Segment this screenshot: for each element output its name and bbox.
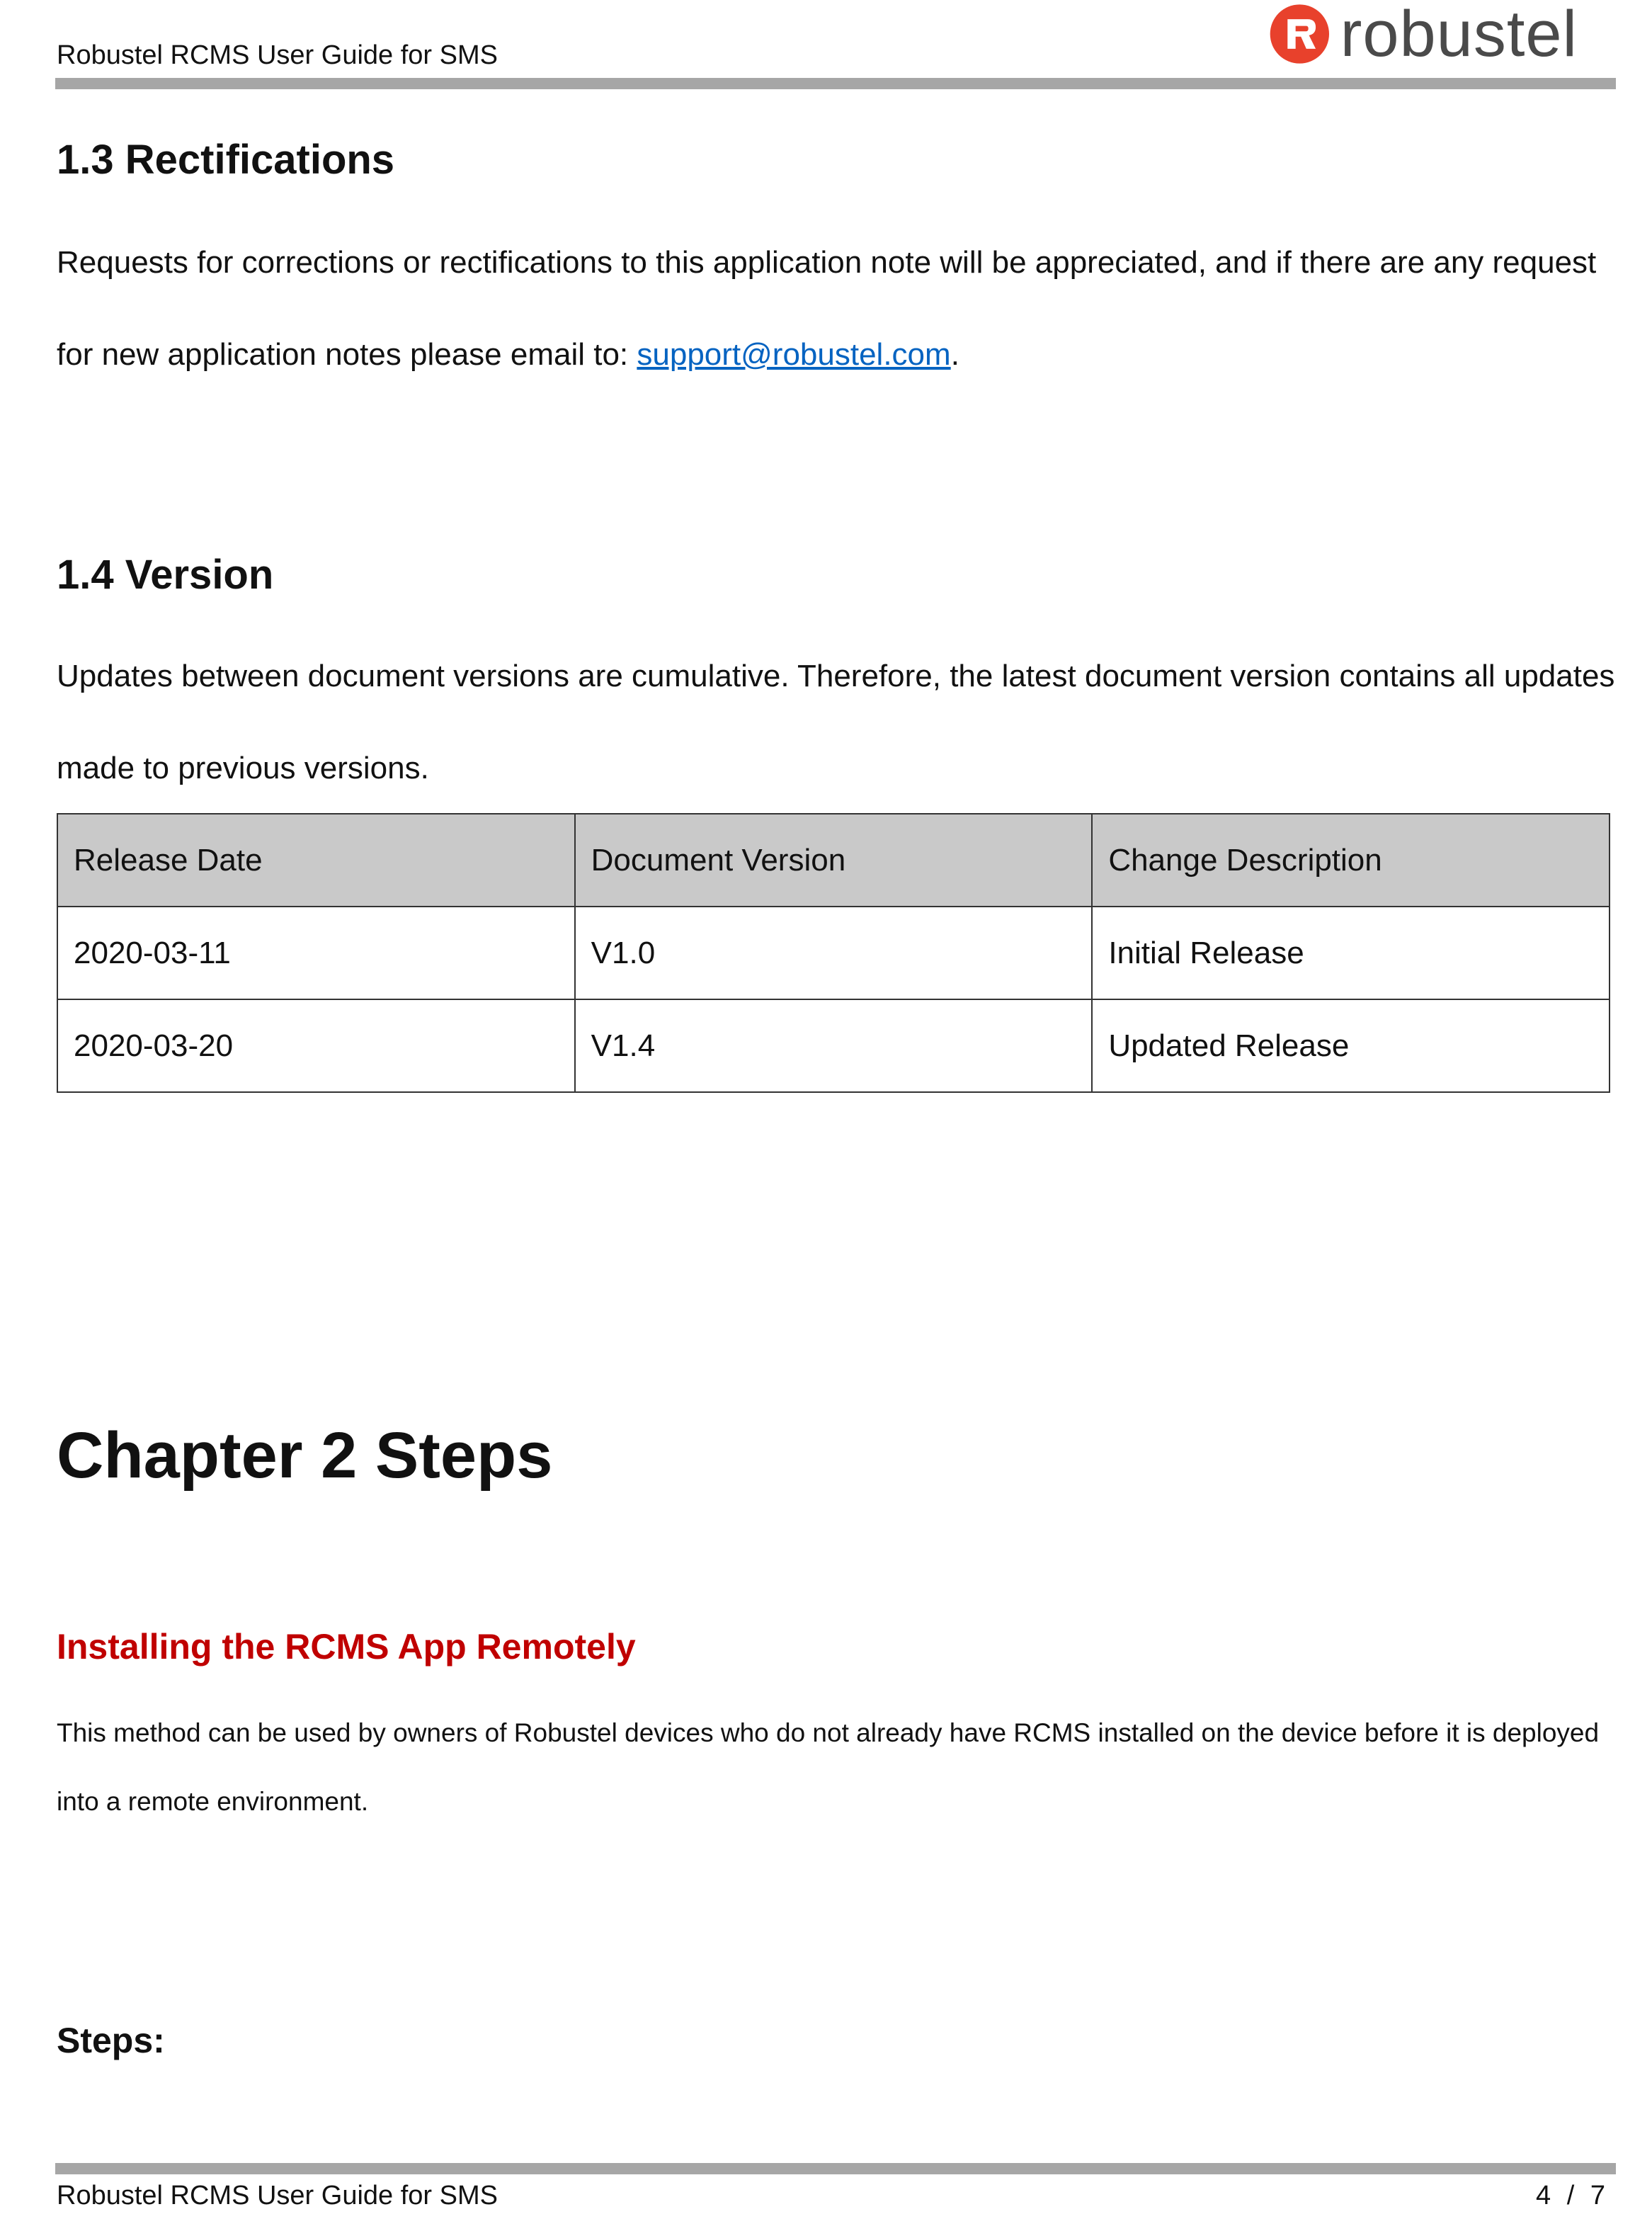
footer-title: Robustel RCMS User Guide for SMS [57, 2181, 498, 2210]
table-row [57, 999, 1610, 1092]
cell-document-version: V1.0 [575, 907, 1093, 999]
section-1-3-paragraph [57, 217, 1622, 401]
version-table [57, 813, 1610, 1093]
chapter-2-title: Chapter 2 Steps [57, 1419, 553, 1492]
table-row [57, 907, 1610, 999]
installing-rcms-subheading: Installing the RCMS App Remotely [57, 1627, 636, 1667]
rectifications-period: . [950, 337, 959, 372]
header-title: Robustel RCMS User Guide for SMS [57, 40, 498, 70]
table-header-row [57, 814, 1610, 907]
cell-release-date: 2020-03-20 [57, 999, 575, 1092]
section-1-4-paragraph: Updates between document versions are cumulative. Therefore, the latest document version contains all updates made to previous versions. [57, 659, 1615, 785]
section-1-3-heading: 1.3 Rectifications [57, 137, 395, 183]
cell-document-version: V1.4 [575, 999, 1093, 1092]
footer-divider [55, 2163, 1616, 2174]
steps-label: Steps: [57, 2021, 165, 2060]
page-number: 4 / 7 [1536, 2181, 1610, 2210]
header-release-date: Release Date [57, 814, 575, 907]
logo-wordmark: robustel [1340, 0, 1578, 70]
header-document-version: Document Version [575, 814, 1093, 907]
robustel-r-logo-icon [1266, 0, 1333, 68]
rectifications-text: Requests for corrections or rectifications to this application note will be appreciated, and if there are any request for new application notes please email to: [57, 245, 1597, 372]
section-1-4-heading: 1.4 Version [57, 552, 274, 598]
installing-rcms-paragraph: This method can be used by owners of Robustel devices who do not already have RCMS installed on the device before it is deployed into a remote environment. [57, 1718, 1600, 1816]
cell-release-date: 2020-03-11 [57, 907, 575, 999]
cell-change-description: Updated Release [1092, 999, 1610, 1092]
support-email-link[interactable]: support@robustel.com [637, 337, 951, 372]
header-divider [55, 78, 1616, 89]
cell-change-description: Initial Release [1092, 907, 1610, 999]
header-change-description: Change Description [1092, 814, 1610, 907]
robustel-logo [1266, 0, 1578, 68]
